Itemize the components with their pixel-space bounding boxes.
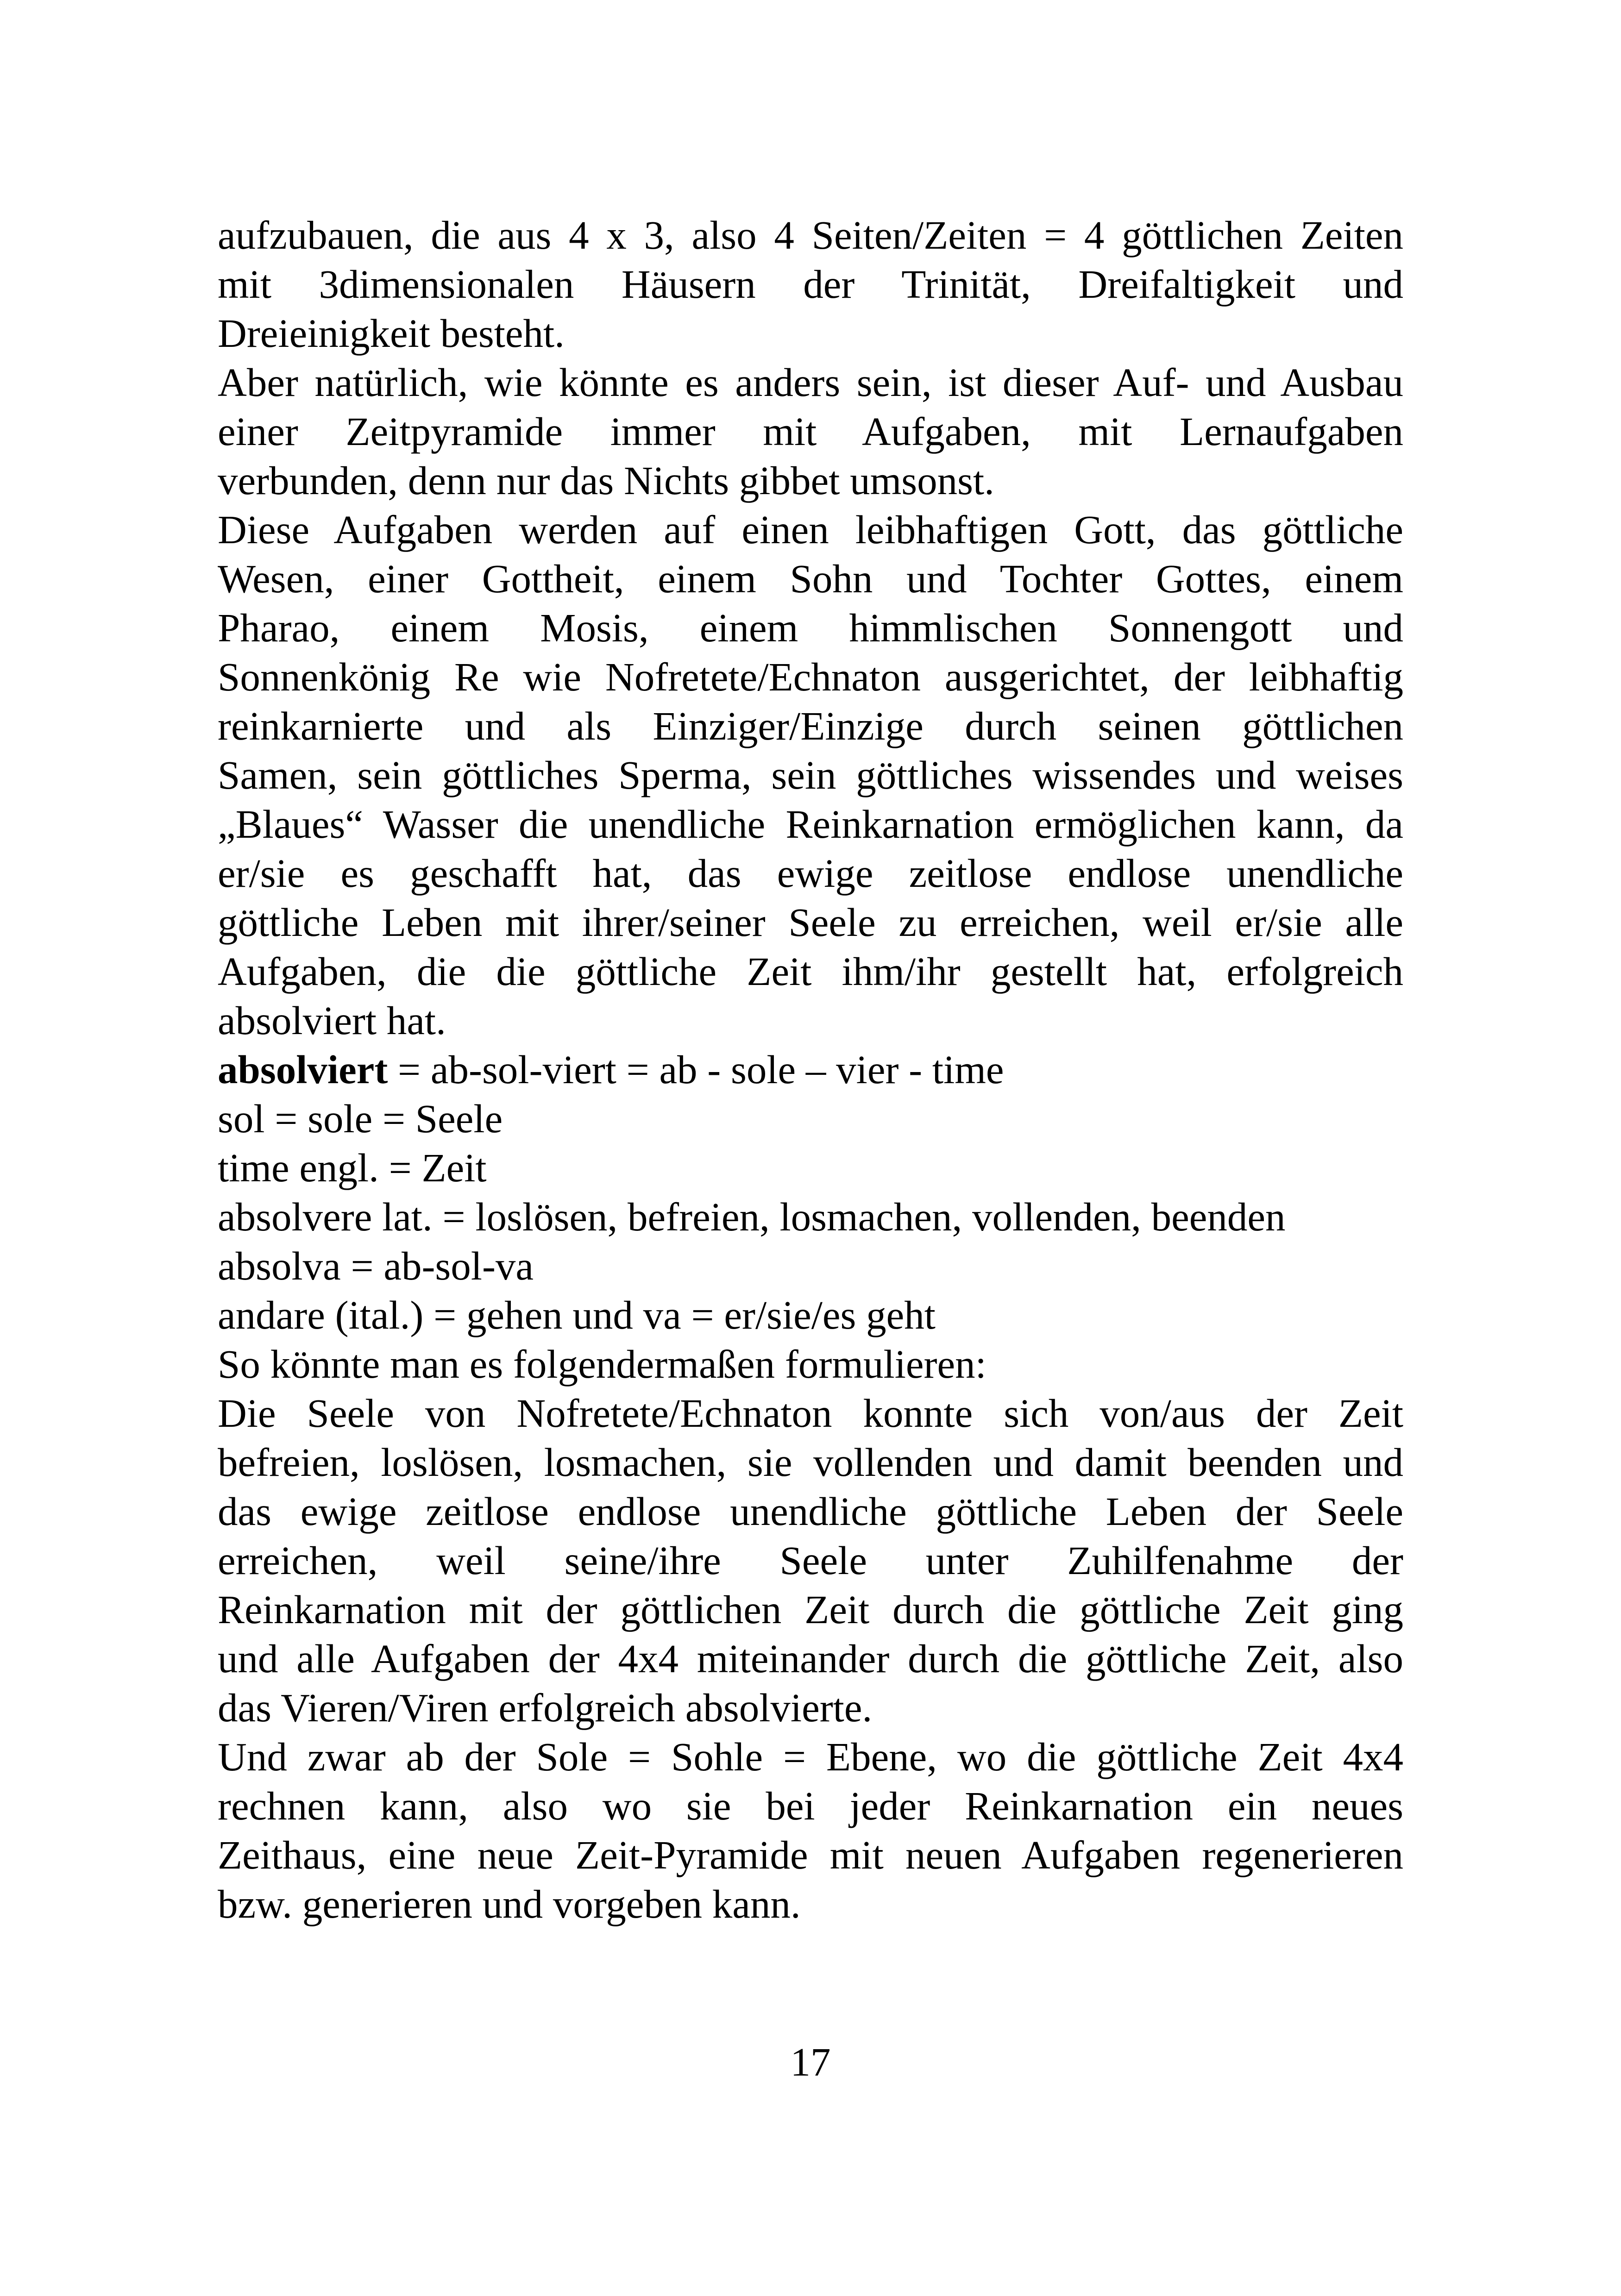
- text-line: [218, 898, 1403, 947]
- line-text: mit 3dimensionalen Häusern der Trinität, Dreifaltigkeit und: [218, 262, 1403, 307]
- line-text: Pharao, einem Mosis, einem himmlischen Sonnengott und: [218, 605, 1403, 650]
- line-text: verbunden, denn nur das Nichts gibbet umsonst.: [218, 458, 994, 503]
- text-line: [218, 1438, 1403, 1487]
- line-text: reinkarnierte und als Einziger/Einzige durch seinen göttlichen: [218, 703, 1403, 748]
- line-text: Aber natürlich, wie könnte es anders sein, ist dieser Auf- und Ausbau: [218, 360, 1403, 405]
- text-line: [218, 1732, 1403, 1782]
- text-line: [218, 1683, 1403, 1732]
- text-line: [218, 800, 1403, 849]
- line-text: er/sie es geschafft hat, das ewige zeitlose endlose unendliche: [218, 851, 1403, 896]
- line-text: aufzubauen, die aus 4 x 3, also 4 Seiten/Zeiten = 4 göttlichen Zeiten: [218, 213, 1403, 257]
- line-text: Wesen, einer Gottheit, einem Sohn und Tochter Gottes, einem: [218, 556, 1403, 601]
- text-line: [218, 652, 1403, 702]
- text-line: [218, 1143, 1403, 1192]
- text-line: [218, 1585, 1403, 1634]
- text-line: [218, 554, 1403, 603]
- text-line: [218, 1045, 1403, 1094]
- text-line: [218, 358, 1403, 407]
- line-text: bzw. generieren und vorgeben kann.: [218, 1882, 801, 1926]
- line-text: absolviert hat.: [218, 998, 446, 1043]
- line-text: Die Seele von Nofretete/Echnaton konnte sich von/aus der Zeit: [218, 1391, 1403, 1436]
- text-line: [218, 1487, 1403, 1536]
- text-line: [218, 996, 1403, 1045]
- text-line: [218, 1782, 1403, 1831]
- page-number: 17: [790, 2039, 831, 2084]
- text-line: [218, 1192, 1403, 1242]
- line-text: andare (ital.) = gehen und va = er/sie/es geht: [218, 1292, 936, 1337]
- line-text: Diese Aufgaben werden auf einen leibhaftigen Gott, das göttliche: [218, 507, 1403, 552]
- text-line: [218, 1094, 1403, 1143]
- text-line: [218, 702, 1403, 751]
- text-line: [218, 1880, 1403, 1929]
- text-line: [218, 1340, 1403, 1389]
- line-text: Samen, sein göttliches Sperma, sein göttliches wissendes und weises: [218, 753, 1403, 797]
- line-text: einer Zeitpyramide immer mit Aufgaben, mit Lernaufgaben: [218, 409, 1403, 454]
- text-line: [218, 603, 1403, 652]
- text-line: [218, 947, 1403, 996]
- text-line: [218, 211, 1403, 260]
- body-text: [218, 211, 1403, 1929]
- line-text: absolvere lat. = loslösen, befreien, losmachen, vollenden, beenden: [218, 1194, 1286, 1239]
- bold-term: absolviert: [218, 1047, 388, 1092]
- line-text: das ewige zeitlose endlose unendliche göttliche Leben der Seele: [218, 1489, 1403, 1534]
- line-text: So könnte man es folgendermaßen formulieren:: [218, 1342, 986, 1386]
- text-line: [218, 309, 1403, 358]
- line-text: „Blaues“ Wasser die unendliche Reinkarnation ermöglichen kann, da: [218, 802, 1403, 847]
- text-line: [218, 260, 1403, 309]
- line-text: Reinkarnation mit der göttlichen Zeit durch die göttliche Zeit ging: [218, 1587, 1403, 1632]
- text-line: [218, 1831, 1403, 1880]
- text-line: [218, 407, 1403, 456]
- text-line: [218, 751, 1403, 800]
- line-text: Und zwar ab der Sole = Sohle = Ebene, wo die göttliche Zeit 4x4: [218, 1734, 1403, 1779]
- text-line: [218, 1242, 1403, 1291]
- text-line: [218, 456, 1403, 505]
- line-text: sol = sole = Seele: [218, 1096, 503, 1141]
- line-text: absolva = ab-sol-va: [218, 1243, 534, 1288]
- line-text: und alle Aufgaben der 4x4 miteinander durch die göttliche Zeit, also: [218, 1636, 1403, 1681]
- line-text: time engl. = Zeit: [218, 1145, 487, 1190]
- line-text: Dreieinigkeit besteht.: [218, 311, 565, 356]
- text-line: [218, 1634, 1403, 1683]
- line-text: Aufgaben, die die göttliche Zeit ihm/ihr gestellt hat, erfolgreich: [218, 949, 1403, 994]
- line-text: rechnen kann, also wo sie bei jeder Reinkarnation ein neues: [218, 1783, 1403, 1828]
- line-text: göttliche Leben mit ihrer/seiner Seele zu erreichen, weil er/sie alle: [218, 900, 1403, 945]
- line-text: das Vieren/Viren erfolgreich absolvierte.: [218, 1685, 873, 1730]
- line-text: Sonnenkönig Re wie Nofretete/Echnaton ausgerichtet, der leibhaftig: [218, 654, 1403, 699]
- text-line: [218, 1291, 1403, 1340]
- text-line: [218, 505, 1403, 554]
- line-text: erreichen, weil seine/ihre Seele unter Zuhilfenahme der: [218, 1538, 1403, 1583]
- text-line: [218, 1536, 1403, 1585]
- line-text: Zeithaus, eine neue Zeit-Pyramide mit neuen Aufgaben regenerieren: [218, 1832, 1403, 1877]
- text-line: [218, 1389, 1403, 1438]
- line-text: = ab-sol-viert = ab - sole – vier - time: [388, 1047, 1004, 1092]
- text-line: [218, 849, 1403, 898]
- line-text: befreien, loslösen, losmachen, sie vollenden und damit beenden und: [218, 1440, 1403, 1485]
